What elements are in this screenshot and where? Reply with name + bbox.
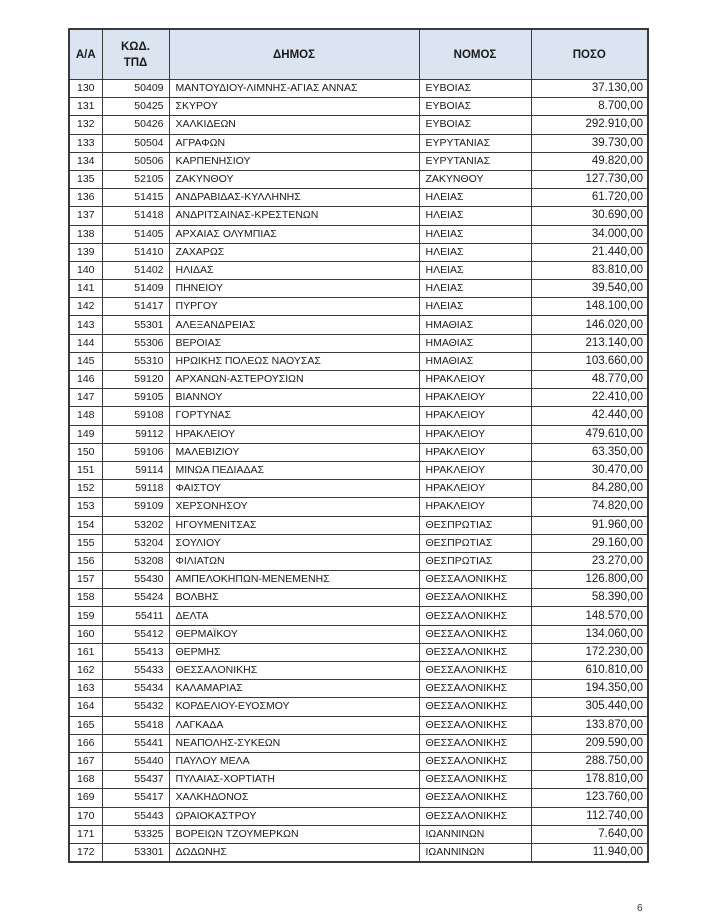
table-row <box>69 807 648 825</box>
cell-code: 51417 <box>102 298 169 316</box>
cell-code: 55424 <box>102 589 169 607</box>
cell-amount: 288.750,00 <box>531 752 648 770</box>
cell-municipality: ΗΡΩΙΚΗΣ ΠΟΛΕΩΣ ΝΑΟΥΣΑΣ <box>169 352 419 370</box>
cell-municipality: ΠΑΥΛΟΥ ΜΕΛΑ <box>169 752 419 770</box>
cell-aa: 171 <box>69 825 102 843</box>
table-row <box>69 407 648 425</box>
cell-code: 55437 <box>102 771 169 789</box>
cell-amount: 34.000,00 <box>531 225 648 243</box>
table-row <box>69 625 648 643</box>
table-row <box>69 698 648 716</box>
cell-code: 50506 <box>102 152 169 170</box>
table-row <box>69 752 648 770</box>
cell-code: 55413 <box>102 643 169 661</box>
cell-municipality: ΒΟΛΒΗΣ <box>169 589 419 607</box>
cell-amount: 30.470,00 <box>531 461 648 479</box>
cell-amount: 48.770,00 <box>531 371 648 389</box>
table-row <box>69 516 648 534</box>
cell-prefecture: ΕΥΒΟΙΑΣ <box>419 80 531 98</box>
cell-prefecture: ΗΡΑΚΛΕΙΟΥ <box>419 425 531 443</box>
table-row <box>69 843 648 862</box>
cell-prefecture: ΘΕΣΣΑΛΟΝΙΚΗΣ <box>419 571 531 589</box>
table-body <box>69 80 648 863</box>
cell-aa: 154 <box>69 516 102 534</box>
table-row <box>69 225 648 243</box>
cell-code: 55433 <box>102 662 169 680</box>
cell-aa: 138 <box>69 225 102 243</box>
cell-aa: 160 <box>69 625 102 643</box>
cell-amount: 49.820,00 <box>531 152 648 170</box>
cell-aa: 150 <box>69 443 102 461</box>
cell-municipality: ΠΥΡΓΟΥ <box>169 298 419 316</box>
cell-code: 50409 <box>102 80 169 98</box>
cell-prefecture: ΕΥΒΟΙΑΣ <box>419 98 531 116</box>
cell-prefecture: ΕΥΡΥΤΑΝΙΑΣ <box>419 152 531 170</box>
header-code-line1: ΚΩΔ. <box>121 40 150 53</box>
table-row <box>69 134 648 152</box>
cell-aa: 142 <box>69 298 102 316</box>
cell-aa: 149 <box>69 425 102 443</box>
cell-code: 51410 <box>102 243 169 261</box>
cell-aa: 153 <box>69 498 102 516</box>
table-row <box>69 716 648 734</box>
cell-prefecture: ΗΛΕΙΑΣ <box>419 243 531 261</box>
cell-aa: 147 <box>69 389 102 407</box>
cell-prefecture: ΘΕΣΣΑΛΟΝΙΚΗΣ <box>419 625 531 643</box>
cell-municipality: ΜΙΝΩΑ ΠΕΔΙΑΔΑΣ <box>169 461 419 479</box>
table-row <box>69 480 648 498</box>
cell-aa: 158 <box>69 589 102 607</box>
cell-aa: 148 <box>69 407 102 425</box>
table-row <box>69 734 648 752</box>
cell-municipality: ΜΑΛΕΒΙΖΙΟΥ <box>169 443 419 461</box>
cell-code: 59112 <box>102 425 169 443</box>
table-row <box>69 243 648 261</box>
cell-amount: 29.160,00 <box>531 534 648 552</box>
table-row <box>69 334 648 352</box>
cell-municipality: ΒΟΡΕΙΩΝ ΤΖΟΥΜΕΡΚΩΝ <box>169 825 419 843</box>
cell-municipality: ΑΛΕΞΑΝΔΡΕΙΑΣ <box>169 316 419 334</box>
cell-prefecture: ΗΛΕΙΑΣ <box>419 225 531 243</box>
cell-aa: 133 <box>69 134 102 152</box>
cell-aa: 161 <box>69 643 102 661</box>
table-row <box>69 825 648 843</box>
cell-code: 55412 <box>102 625 169 643</box>
cell-amount: 610.810,00 <box>531 662 648 680</box>
cell-municipality: ΠΗΝΕΙΟΥ <box>169 280 419 298</box>
cell-code: 55434 <box>102 680 169 698</box>
cell-prefecture: ΘΕΣΣΑΛΟΝΙΚΗΣ <box>419 662 531 680</box>
cell-prefecture: ΘΕΣΠΡΩΤΙΑΣ <box>419 552 531 570</box>
table-row <box>69 789 648 807</box>
cell-aa: 139 <box>69 243 102 261</box>
table-row <box>69 534 648 552</box>
cell-prefecture: ΘΕΣΣΑΛΟΝΙΚΗΣ <box>419 698 531 716</box>
cell-code: 55441 <box>102 734 169 752</box>
cell-code: 59118 <box>102 480 169 498</box>
table-row <box>69 261 648 279</box>
cell-prefecture: ΘΕΣΣΑΛΟΝΙΚΗΣ <box>419 589 531 607</box>
cell-amount: 42.440,00 <box>531 407 648 425</box>
cell-code: 51418 <box>102 207 169 225</box>
cell-municipality: ΛΑΓΚΑΔΑ <box>169 716 419 734</box>
cell-aa: 136 <box>69 189 102 207</box>
cell-amount: 123.760,00 <box>531 789 648 807</box>
cell-municipality: ΘΕΡΜΗΣ <box>169 643 419 661</box>
cell-municipality: ΒΕΡΟΙΑΣ <box>169 334 419 352</box>
cell-code: 51405 <box>102 225 169 243</box>
cell-municipality: ΑΝΔΡΙΤΣΑΙΝΑΣ-ΚΡΕΣΤΕΝΩΝ <box>169 207 419 225</box>
cell-code: 55301 <box>102 316 169 334</box>
cell-code: 53208 <box>102 552 169 570</box>
cell-prefecture: ΕΥΒΟΙΑΣ <box>419 116 531 134</box>
cell-amount: 39.730,00 <box>531 134 648 152</box>
cell-municipality: ΣΚΥΡΟΥ <box>169 98 419 116</box>
cell-prefecture: ΗΡΑΚΛΕΙΟΥ <box>419 461 531 479</box>
cell-amount: 22.410,00 <box>531 389 648 407</box>
table-row <box>69 771 648 789</box>
cell-prefecture: ΖΑΚΥΝΘΟΥ <box>419 170 531 188</box>
table-row <box>69 662 648 680</box>
cell-code: 55430 <box>102 571 169 589</box>
cell-amount: 21.440,00 <box>531 243 648 261</box>
cell-aa: 165 <box>69 716 102 734</box>
cell-code: 53301 <box>102 843 169 862</box>
cell-amount: 148.570,00 <box>531 607 648 625</box>
cell-code: 59108 <box>102 407 169 425</box>
table-row <box>69 189 648 207</box>
cell-amount: 61.720,00 <box>531 189 648 207</box>
table-row <box>69 152 648 170</box>
cell-prefecture: ΗΜΑΘΙΑΣ <box>419 334 531 352</box>
cell-prefecture: ΗΜΑΘΙΑΣ <box>419 316 531 334</box>
cell-amount: 58.390,00 <box>531 589 648 607</box>
cell-prefecture: ΗΛΕΙΑΣ <box>419 189 531 207</box>
cell-prefecture: ΘΕΣΣΑΛΟΝΙΚΗΣ <box>419 607 531 625</box>
cell-amount: 305.440,00 <box>531 698 648 716</box>
cell-prefecture: ΘΕΣΣΑΛΟΝΙΚΗΣ <box>419 734 531 752</box>
cell-amount: 83.810,00 <box>531 261 648 279</box>
cell-aa: 137 <box>69 207 102 225</box>
header-prefecture: ΝΟΜΟΣ <box>419 29 531 80</box>
cell-code: 50504 <box>102 134 169 152</box>
cell-prefecture: ΘΕΣΣΑΛΟΝΙΚΗΣ <box>419 807 531 825</box>
cell-prefecture: ΘΕΣΣΑΛΟΝΙΚΗΣ <box>419 789 531 807</box>
table-row <box>69 643 648 661</box>
cell-prefecture: ΗΛΕΙΑΣ <box>419 261 531 279</box>
cell-aa: 172 <box>69 843 102 862</box>
cell-amount: 8.700,00 <box>531 98 648 116</box>
cell-aa: 170 <box>69 807 102 825</box>
header-code <box>102 29 169 80</box>
cell-code: 55417 <box>102 789 169 807</box>
cell-code: 55440 <box>102 752 169 770</box>
cell-aa: 159 <box>69 607 102 625</box>
cell-aa: 152 <box>69 480 102 498</box>
cell-municipality: ΓΟΡΤΥΝΑΣ <box>169 407 419 425</box>
cell-aa: 134 <box>69 152 102 170</box>
cell-amount: 292.910,00 <box>531 116 648 134</box>
cell-amount: 112.740,00 <box>531 807 648 825</box>
cell-prefecture: ΕΥΡΥΤΑΝΙΑΣ <box>419 134 531 152</box>
cell-prefecture: ΘΕΣΣΑΛΟΝΙΚΗΣ <box>419 716 531 734</box>
cell-amount: 479.610,00 <box>531 425 648 443</box>
table-row <box>69 298 648 316</box>
cell-municipality: ΗΡΑΚΛΕΙΟΥ <box>169 425 419 443</box>
cell-municipality: ΚΑΡΠΕΝΗΣΙΟΥ <box>169 152 419 170</box>
table-row <box>69 552 648 570</box>
cell-municipality: ΑΡΧΑΙΑΣ ΟΛΥΜΠΙΑΣ <box>169 225 419 243</box>
cell-amount: 74.820,00 <box>531 498 648 516</box>
cell-amount: 209.590,00 <box>531 734 648 752</box>
cell-aa: 169 <box>69 789 102 807</box>
cell-aa: 130 <box>69 80 102 98</box>
cell-code: 51402 <box>102 261 169 279</box>
cell-code: 59114 <box>102 461 169 479</box>
cell-aa: 141 <box>69 280 102 298</box>
table-row <box>69 571 648 589</box>
cell-municipality: ΧΑΛΚΗΔΟΝΟΣ <box>169 789 419 807</box>
cell-aa: 163 <box>69 680 102 698</box>
cell-prefecture: ΘΕΣΠΡΩΤΙΑΣ <box>419 534 531 552</box>
table-row <box>69 607 648 625</box>
table-row <box>69 461 648 479</box>
table-row <box>69 98 648 116</box>
cell-amount: 134.060,00 <box>531 625 648 643</box>
cell-aa: 140 <box>69 261 102 279</box>
cell-municipality: ΦΑΙΣΤΟΥ <box>169 480 419 498</box>
cell-amount: 133.870,00 <box>531 716 648 734</box>
cell-code: 59106 <box>102 443 169 461</box>
header-aa: Α/Α <box>69 29 102 80</box>
cell-municipality: ΗΓΟΥΜΕΝΙΤΣΑΣ <box>169 516 419 534</box>
cell-municipality: ΑΡΧΑΝΩΝ-ΑΣΤΕΡΟΥΣΙΩΝ <box>169 371 419 389</box>
cell-aa: 162 <box>69 662 102 680</box>
table-row <box>69 389 648 407</box>
cell-aa: 146 <box>69 371 102 389</box>
cell-aa: 155 <box>69 534 102 552</box>
cell-code: 50426 <box>102 116 169 134</box>
cell-prefecture: ΘΕΣΣΑΛΟΝΙΚΗΣ <box>419 643 531 661</box>
cell-amount: 11.940,00 <box>531 843 648 862</box>
cell-aa: 135 <box>69 170 102 188</box>
cell-prefecture: ΗΡΑΚΛΕΙΟΥ <box>419 371 531 389</box>
cell-aa: 166 <box>69 734 102 752</box>
cell-prefecture: ΘΕΣΣΑΛΟΝΙΚΗΣ <box>419 771 531 789</box>
table-row <box>69 680 648 698</box>
cell-municipality: ΝΕΑΠΟΛΗΣ-ΣΥΚΕΩΝ <box>169 734 419 752</box>
cell-aa: 156 <box>69 552 102 570</box>
cell-code: 55443 <box>102 807 169 825</box>
table-row <box>69 589 648 607</box>
cell-prefecture: ΗΛΕΙΑΣ <box>419 280 531 298</box>
cell-amount: 172.230,00 <box>531 643 648 661</box>
cell-amount: 23.270,00 <box>531 552 648 570</box>
cell-aa: 132 <box>69 116 102 134</box>
cell-amount: 103.660,00 <box>531 352 648 370</box>
cell-amount: 148.100,00 <box>531 298 648 316</box>
cell-municipality: ΧΑΛΚΙΔΕΩΝ <box>169 116 419 134</box>
cell-prefecture: ΗΜΑΘΙΑΣ <box>419 352 531 370</box>
cell-prefecture: ΙΩΑΝΝΙΝΩΝ <box>419 825 531 843</box>
cell-prefecture: ΘΕΣΣΑΛΟΝΙΚΗΣ <box>419 752 531 770</box>
table-row <box>69 316 648 334</box>
cell-prefecture: ΗΡΑΚΛΕΙΟΥ <box>419 443 531 461</box>
cell-prefecture: ΗΛΕΙΑΣ <box>419 207 531 225</box>
cell-amount: 84.280,00 <box>531 480 648 498</box>
cell-municipality: ΘΕΡΜΑΪΚΟΥ <box>169 625 419 643</box>
cell-amount: 178.810,00 <box>531 771 648 789</box>
cell-municipality: ΔΩΔΩΝΗΣ <box>169 843 419 862</box>
header-row <box>69 29 648 80</box>
table-row <box>69 498 648 516</box>
cell-aa: 167 <box>69 752 102 770</box>
cell-municipality: ΖΑΚΥΝΘΟΥ <box>169 170 419 188</box>
cell-municipality: ΑΝΔΡΑΒΙΔΑΣ-ΚΥΛΛΗΝΗΣ <box>169 189 419 207</box>
cell-code: 53204 <box>102 534 169 552</box>
cell-municipality: ΑΓΡΑΦΩΝ <box>169 134 419 152</box>
cell-code: 55411 <box>102 607 169 625</box>
cell-code: 52105 <box>102 170 169 188</box>
cell-prefecture: ΙΩΑΝΝΙΝΩΝ <box>419 843 531 862</box>
cell-amount: 30.690,00 <box>531 207 648 225</box>
cell-amount: 213.140,00 <box>531 334 648 352</box>
cell-aa: 143 <box>69 316 102 334</box>
cell-code: 59109 <box>102 498 169 516</box>
cell-aa: 164 <box>69 698 102 716</box>
cell-amount: 146.020,00 <box>531 316 648 334</box>
table-row <box>69 352 648 370</box>
table-row <box>69 170 648 188</box>
table-row <box>69 425 648 443</box>
cell-code: 55306 <box>102 334 169 352</box>
cell-code: 53325 <box>102 825 169 843</box>
table-header <box>69 29 648 80</box>
cell-municipality: ΘΕΣΣΑΛΟΝΙΚΗΣ <box>169 662 419 680</box>
cell-amount: 127.730,00 <box>531 170 648 188</box>
cell-aa: 145 <box>69 352 102 370</box>
allocation-table <box>68 28 649 863</box>
cell-code: 55418 <box>102 716 169 734</box>
table-row <box>69 371 648 389</box>
cell-municipality: ΣΟΥΛΙΟΥ <box>169 534 419 552</box>
cell-aa: 157 <box>69 571 102 589</box>
cell-amount: 91.960,00 <box>531 516 648 534</box>
cell-amount: 63.350,00 <box>531 443 648 461</box>
cell-municipality: ΒΙΑΝΝΟΥ <box>169 389 419 407</box>
cell-aa: 131 <box>69 98 102 116</box>
cell-amount: 7.640,00 <box>531 825 648 843</box>
cell-code: 59105 <box>102 389 169 407</box>
table-row <box>69 116 648 134</box>
cell-prefecture: ΗΡΑΚΛΕΙΟΥ <box>419 407 531 425</box>
table-row <box>69 207 648 225</box>
cell-prefecture: ΗΛΕΙΑΣ <box>419 298 531 316</box>
cell-prefecture: ΘΕΣΣΑΛΟΝΙΚΗΣ <box>419 680 531 698</box>
cell-amount: 37.130,00 <box>531 80 648 98</box>
cell-code: 51415 <box>102 189 169 207</box>
cell-municipality: ΚΑΛΑΜΑΡΙΑΣ <box>169 680 419 698</box>
cell-prefecture: ΗΡΑΚΛΕΙΟΥ <box>419 498 531 516</box>
cell-municipality: ΗΛΙΔΑΣ <box>169 261 419 279</box>
table-row <box>69 80 648 98</box>
cell-code: 55310 <box>102 352 169 370</box>
cell-amount: 194.350,00 <box>531 680 648 698</box>
cell-municipality: ΧΕΡΣΟΝΗΣΟΥ <box>169 498 419 516</box>
cell-code: 59120 <box>102 371 169 389</box>
cell-municipality: ΑΜΠΕΛΟΚΗΠΩΝ-ΜΕΝΕΜΕΝΗΣ <box>169 571 419 589</box>
cell-aa: 168 <box>69 771 102 789</box>
header-amount: ΠΟΣΟ <box>531 29 648 80</box>
cell-municipality: ΔΕΛΤΑ <box>169 607 419 625</box>
cell-prefecture: ΗΡΑΚΛΕΙΟΥ <box>419 389 531 407</box>
cell-prefecture: ΗΡΑΚΛΕΙΟΥ <box>419 480 531 498</box>
cell-code: 55432 <box>102 698 169 716</box>
cell-municipality: ΜΑΝΤΟΥΔΙΟΥ-ΛΙΜΝΗΣ-ΑΓΙΑΣ ΑΝΝΑΣ <box>169 80 419 98</box>
header-code-line2: ΤΠΔ <box>123 56 148 69</box>
cell-aa: 144 <box>69 334 102 352</box>
header-municipality: ΔΗΜΟΣ <box>169 29 419 80</box>
cell-municipality: ΖΑΧΑΡΩΣ <box>169 243 419 261</box>
table-row <box>69 280 648 298</box>
cell-aa: 151 <box>69 461 102 479</box>
cell-amount: 126.800,00 <box>531 571 648 589</box>
cell-code: 50425 <box>102 98 169 116</box>
cell-amount: 39.540,00 <box>531 280 648 298</box>
cell-code: 53202 <box>102 516 169 534</box>
cell-code: 51409 <box>102 280 169 298</box>
cell-municipality: ΩΡΑΙΟΚΑΣΤΡΟΥ <box>169 807 419 825</box>
cell-municipality: ΦΙΛΙΑΤΩΝ <box>169 552 419 570</box>
cell-prefecture: ΘΕΣΠΡΩΤΙΑΣ <box>419 516 531 534</box>
table-row <box>69 443 648 461</box>
cell-municipality: ΚΟΡΔΕΛΙΟΥ-ΕΥΟΣΜΟΥ <box>169 698 419 716</box>
cell-municipality: ΠΥΛΑΙΑΣ-ΧΟΡΤΙΑΤΗ <box>169 771 419 789</box>
page-number: 6 <box>637 903 643 914</box>
